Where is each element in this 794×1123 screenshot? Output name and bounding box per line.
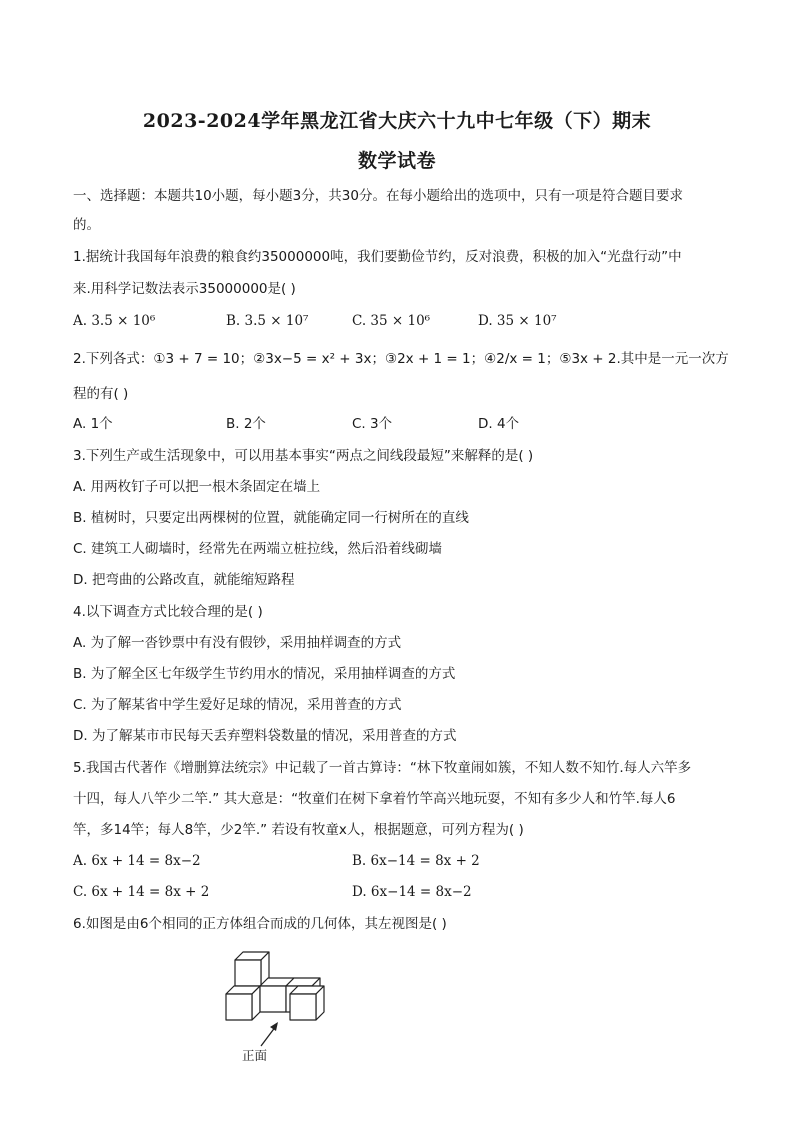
question-4-option-a: A. 为了解一沓钞票中有没有假钞，采用抽样调查的方式 <box>73 635 402 651</box>
question-1-option-a: A. 3.5 × 10⁶ <box>73 313 156 329</box>
question-3-text: 3.下列生产或生活现象中，可以用基本事实“两点之间线段最短”来解释的是( ) <box>73 448 534 464</box>
question-1-text: 1.据统计我国每年浪费的粮食约35000000吨，我们要勤俭节约，反对浪费，积极的加入“光盘行动”中 <box>73 249 682 265</box>
question-4-option-c: C. 为了解某省中学生爱好足球的情况，采用普查的方式 <box>73 697 402 713</box>
question-5-option-c: C. 6x + 14 = 8x + 2 <box>73 884 210 900</box>
section-heading: 一、选择题：本题共10小题，每小题3分，共30分。在每小题给出的选项中，只有一项是符合题目要求 <box>73 188 683 204</box>
question-5-text: 5.我国古代著作《增删算法统宗》中记载了一首古算诗：“林下牧童闹如簇，不知人数不知竹.每人六竿多 <box>73 760 692 776</box>
figure-front-label: 正面 <box>242 1048 268 1063</box>
question-2-option-a: A. 1个 <box>73 416 113 432</box>
question-5-option-b: B. 6x−14 = 8x + 2 <box>352 853 480 869</box>
exam-title: 2023-2024学年黑龙江省大庆六十九中七年级（下）期末 <box>142 110 652 132</box>
section-heading-cont: 的。 <box>73 217 100 233</box>
question-5-text-cont2: 竿，多14竿；每人8竿，少2竿.” 若设有牧童x人，根据题意，可列方程为( ) <box>73 822 524 838</box>
question-5-option-a: A. 6x + 14 = 8x−2 <box>73 853 201 869</box>
question-2-option-c: C. 3个 <box>352 416 393 432</box>
question-5-option-d: D. 6x−14 = 8x−2 <box>352 884 472 900</box>
question-3-option-b: B. 植树时，只要定出两棵树的位置，就能确定同一行树所在的直线 <box>73 510 469 526</box>
question-1-option-c: C. 35 × 10⁶ <box>352 313 431 329</box>
exam-subtitle: 数学试卷 <box>357 150 436 172</box>
question-5-text-cont: 十四，每人八竿少二竿.” 其大意是：“牧童们在树下拿着竹竿高兴地玩耍，不知有多少人和竹竿.每人6 <box>73 791 676 807</box>
question-2-option-b: B. 2个 <box>226 416 266 432</box>
question-2-option-d: D. 4个 <box>478 416 520 432</box>
question-1-text-cont: 来.用科学记数法表示35000000是( ) <box>73 281 296 297</box>
question-2-text: 2.下列各式：①3 + 7 = 10；②3x−5 = x² + 3x；③2x + 1 = 1；④2/x = 1；⑤3x + 2.其中是一元一次方 <box>73 351 729 367</box>
question-1-option-b: B. 3.5 × 10⁷ <box>226 313 309 329</box>
question-6-text: 6.如图是由6个相同的正方体组合而成的几何体，其左视图是( ) <box>73 916 447 932</box>
question-4-option-d: D. 为了解某市市民每天丢弃塑料袋数量的情况，采用普查的方式 <box>73 728 457 744</box>
question-4-text: 4.以下调查方式比较合理的是( ) <box>73 604 263 620</box>
question-2-text-cont: 程的有( ) <box>73 386 129 402</box>
cube-figure <box>218 950 348 1070</box>
question-3-option-a: A. 用两枚钉子可以把一根木条固定在墙上 <box>73 479 321 495</box>
question-1-option-d: D. 35 × 10⁷ <box>478 313 557 329</box>
question-3-option-d: D. 把弯曲的公路改直，就能缩短路程 <box>73 572 295 588</box>
question-4-option-b: B. 为了解全区七年级学生节约用水的情况，采用抽样调查的方式 <box>73 666 456 682</box>
question-3-option-c: C. 建筑工人砌墙时，经常先在两端立桩拉线，然后沿着线砌墙 <box>73 541 443 557</box>
